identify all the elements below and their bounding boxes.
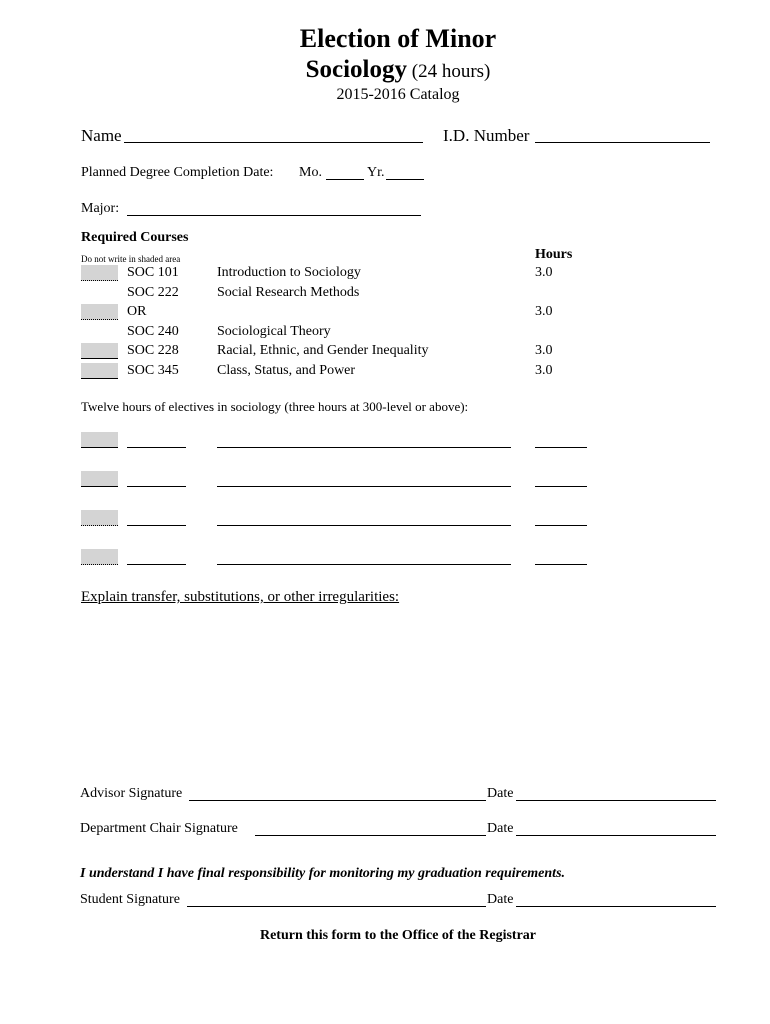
responsibility-statement: I understand I have final responsibility for monitoring my graduation requirements. xyxy=(80,866,566,881)
completion-date-label: Planned Degree Completion Date: xyxy=(81,165,274,180)
course-code: SOC 101 xyxy=(127,265,179,280)
elective-course-field[interactable] xyxy=(127,486,186,487)
elective-title-field[interactable] xyxy=(217,525,511,526)
electives-instruction: Twelve hours of electives in sociology (three hours at 300-level or above): xyxy=(81,399,469,414)
id-number-field[interactable] xyxy=(535,142,710,143)
name-label: Name xyxy=(81,126,122,145)
course-title: Sociological Theory xyxy=(217,324,331,339)
hours-heading: Hours xyxy=(535,247,573,262)
elective-hours-field[interactable] xyxy=(535,486,587,487)
form-subtitle xyxy=(0,56,770,84)
required-courses-heading: Required Courses xyxy=(81,230,189,245)
student-date-label: Date xyxy=(487,892,514,907)
advisor-date-field[interactable] xyxy=(516,800,716,801)
chair-signature-field[interactable] xyxy=(255,835,486,836)
student-signature-label: Student Signature xyxy=(80,892,180,907)
shaded-area-note: Do not write in shaded area xyxy=(81,254,181,264)
minor-name: Sociology xyxy=(305,56,407,83)
chair-date-field[interactable] xyxy=(516,835,716,836)
course-code: SOC 240 xyxy=(127,324,179,339)
chair-signature-label: Department Chair Signature xyxy=(80,821,238,836)
course-title: Racial, Ethnic, and Gender Inequality xyxy=(217,343,429,358)
course-title: Social Research Methods xyxy=(217,285,360,300)
year-label: Yr. xyxy=(367,165,385,180)
elective-title-field[interactable] xyxy=(217,447,511,448)
course-title: Class, Status, and Power xyxy=(217,363,356,378)
shaded-box xyxy=(81,304,118,320)
month-label: Mo. xyxy=(299,165,322,180)
course-code: SOC 222 xyxy=(127,285,179,300)
course-hours: 3.0 xyxy=(535,304,553,319)
course-hours: 3.0 xyxy=(535,343,553,358)
elective-course-field[interactable] xyxy=(127,564,186,565)
course-hours: 3.0 xyxy=(535,363,553,378)
form-title: Election of Minor xyxy=(299,24,497,53)
major-label: Major: xyxy=(81,201,120,216)
shaded-box xyxy=(81,265,118,281)
course-code: SOC 228 xyxy=(127,343,179,358)
course-hours: 3.0 xyxy=(535,265,553,280)
advisor-signature-label: Advisor Signature xyxy=(80,786,183,801)
shaded-box xyxy=(81,510,118,526)
id-number-label: I.D. Number xyxy=(443,126,530,145)
month-field[interactable] xyxy=(326,179,364,180)
advisor-date-label: Date xyxy=(487,786,514,801)
advisor-signature-field[interactable] xyxy=(189,800,486,801)
shaded-box xyxy=(81,432,118,448)
course-code: SOC 345 xyxy=(127,363,179,378)
return-instruction: Return this form to the Office of the Registrar xyxy=(259,928,537,943)
shaded-box xyxy=(81,363,118,379)
chair-date-label: Date xyxy=(487,821,514,836)
year-field[interactable] xyxy=(386,179,424,180)
shaded-box xyxy=(81,549,118,565)
major-field[interactable] xyxy=(127,215,421,216)
irregularities-label: Explain transfer, substitutions, or other irregularities: xyxy=(81,589,400,605)
elective-title-field[interactable] xyxy=(217,486,511,487)
student-signature-field[interactable] xyxy=(187,906,486,907)
course-title: Introduction to Sociology xyxy=(217,265,361,280)
irregularities-area[interactable] xyxy=(81,612,711,772)
elective-hours-field[interactable] xyxy=(535,564,587,565)
minor-hours: (24 hours) xyxy=(411,61,491,82)
elective-hours-field[interactable] xyxy=(535,525,587,526)
elective-hours-field[interactable] xyxy=(535,447,587,448)
course-code: OR xyxy=(127,304,147,319)
student-date-field[interactable] xyxy=(516,906,716,907)
shaded-box xyxy=(81,343,118,359)
elective-course-field[interactable] xyxy=(127,447,186,448)
catalog-year: 2015-2016 Catalog xyxy=(336,86,460,103)
shaded-box xyxy=(81,471,118,487)
elective-title-field[interactable] xyxy=(217,564,511,565)
elective-course-field[interactable] xyxy=(127,525,186,526)
name-field[interactable] xyxy=(124,142,423,143)
